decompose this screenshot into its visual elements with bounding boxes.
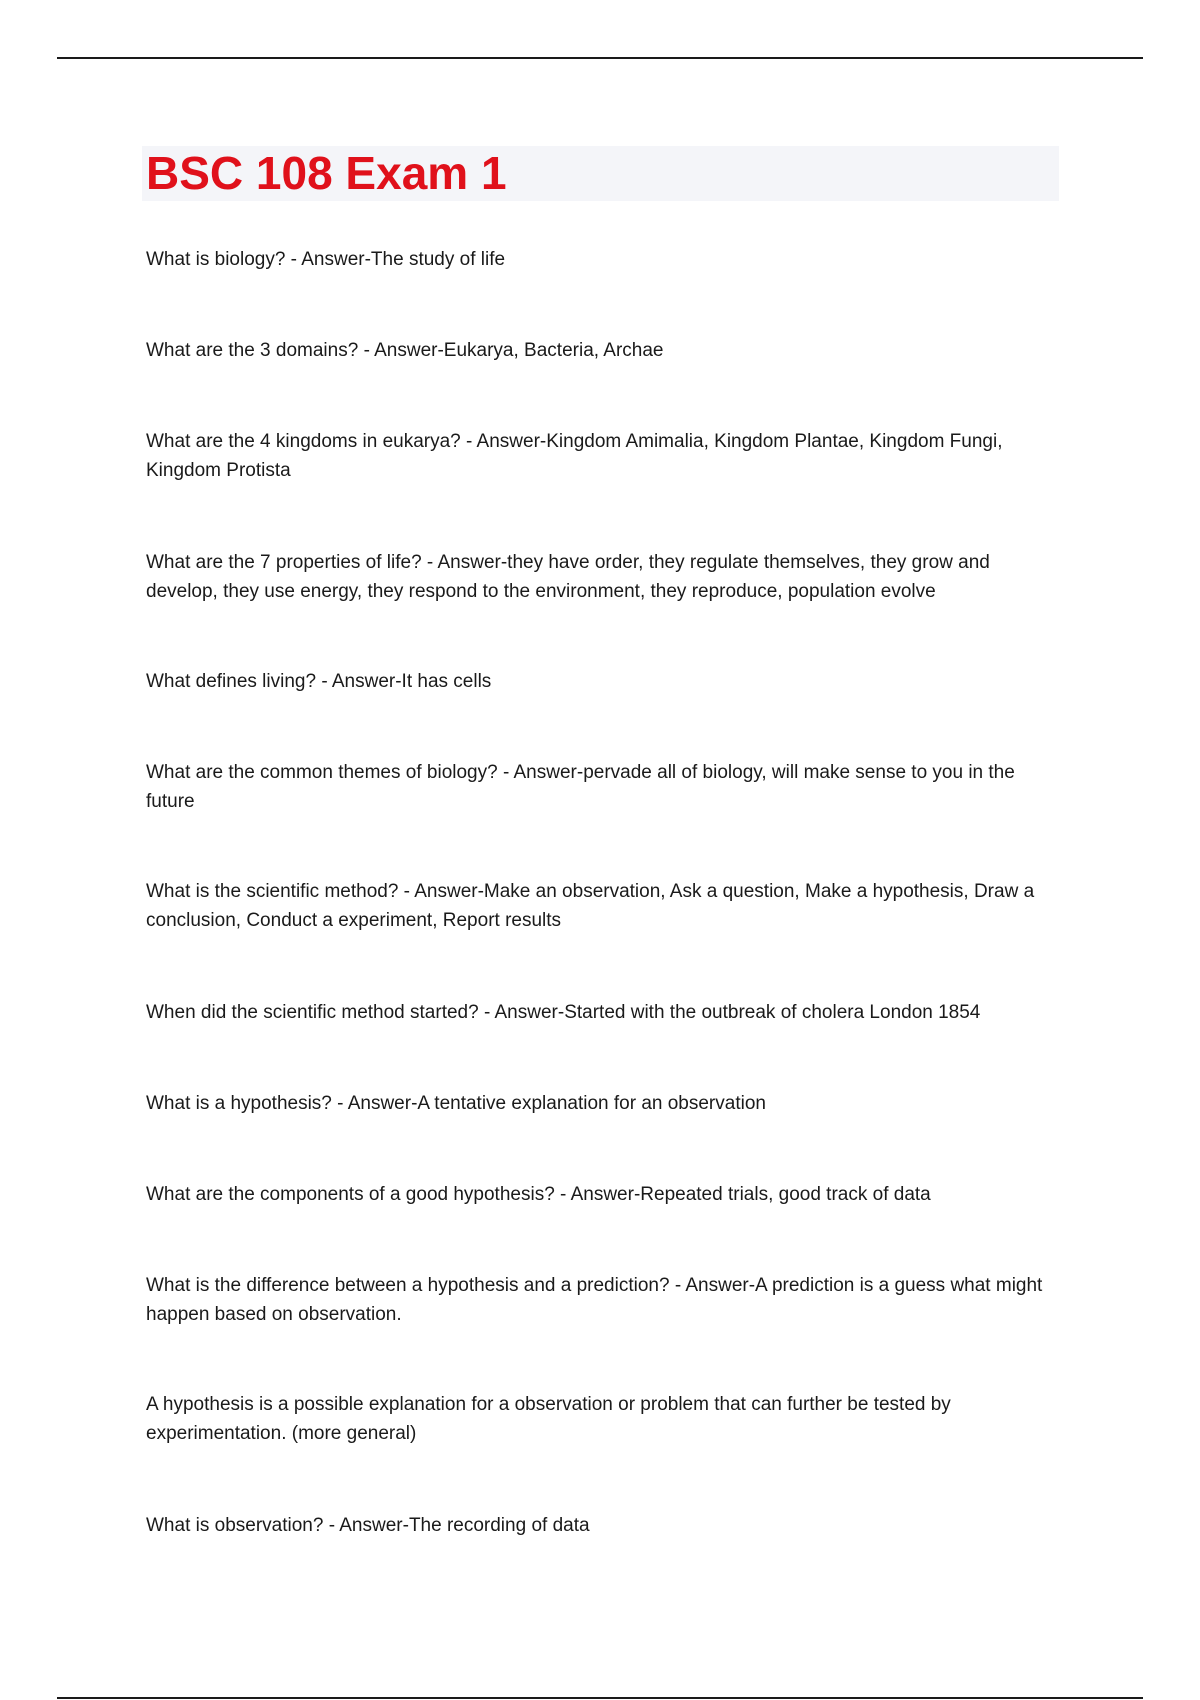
qa-item-1: What is biology? - Answer-The study of life (146, 249, 506, 270)
qa-item-4: What are the 7 properties of life? - Answer-they have order, they regulate themselves, they grow and develop, they use energy, they respond to the environment, they reproduce, population evolve (146, 552, 990, 602)
qa-item-11: What is the difference between a hypothesis and a prediction? - Answer-A prediction is a guess what might happen based on observation. (146, 1275, 1043, 1325)
page-title: BSC 108 Exam 1 (146, 147, 507, 199)
qa-item-13: What is observation? - Answer-The recording of data (146, 1515, 590, 1536)
top-rule (57, 57, 1143, 59)
qa-item-7: What is the scientific method? - Answer-Make an observation, Ask a question, Make a hypothesis, Draw a conclusion, Conduct a experiment, Report results (146, 881, 1035, 931)
qa-item-10: What are the components of a good hypothesis? - Answer-Repeated trials, good track of data (146, 1184, 931, 1205)
bottom-rule (57, 1697, 1143, 1699)
qa-item-6: What are the common themes of biology? - Answer-pervade all of biology, will make sense to you in the future (146, 762, 1015, 812)
qa-item-8: When did the scientific method started? - Answer-Started with the outbreak of cholera London 1854 (146, 1002, 981, 1023)
qa-item-3: What are the 4 kingdoms in eukarya? - Answer-Kingdom Amimalia, Kingdom Plantae, Kingdom Fungi, Kingdom Protista (146, 431, 1003, 481)
qa-item-5: What defines living? - Answer-It has cells (146, 671, 492, 692)
qa-item-2: What are the 3 domains? - Answer-Eukarya, Bacteria, Archae (146, 340, 664, 361)
qa-item-9: What is a hypothesis? - Answer-A tentative explanation for an observation (146, 1093, 766, 1114)
qa-item-12: A hypothesis is a possible explanation for a observation or problem that can further be tested by experimentation. (more general) (146, 1394, 951, 1444)
